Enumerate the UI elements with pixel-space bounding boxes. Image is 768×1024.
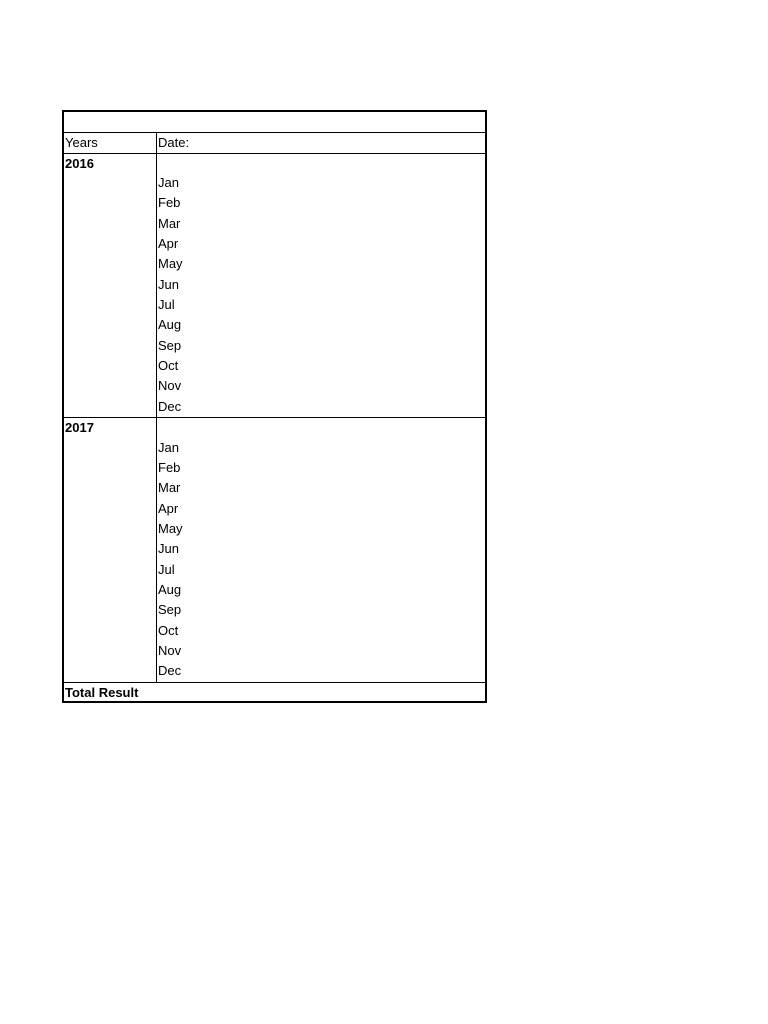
month-year-blank — [64, 539, 157, 559]
pivot-table — [62, 110, 487, 703]
month-label: Aug — [158, 317, 182, 333]
month-row — [64, 315, 485, 335]
month-row — [64, 600, 485, 620]
month-year-blank — [64, 621, 157, 641]
table-title — [64, 112, 157, 132]
month-label: Nov — [158, 378, 182, 394]
year-groups — [64, 153, 485, 682]
month-label: Feb — [158, 459, 181, 475]
month-year-blank — [64, 560, 157, 580]
month-year-blank — [64, 397, 157, 417]
month-year-blank — [64, 499, 157, 519]
month-year-blank — [64, 173, 157, 193]
month-label: Apr — [158, 500, 179, 516]
month-year-blank — [64, 438, 157, 458]
month-year-blank — [64, 234, 157, 254]
month-label: Dec — [158, 663, 182, 679]
month-row — [64, 519, 485, 539]
month-row — [64, 173, 485, 193]
month-label: Feb — [158, 195, 181, 211]
year-label: 2016 — [64, 154, 157, 173]
month-row — [64, 214, 485, 234]
month-year-blank — [64, 600, 157, 620]
month-year-blank — [64, 315, 157, 335]
month-row — [64, 621, 485, 641]
month-label: Jul — [158, 561, 175, 577]
year-label: 2017 — [64, 418, 157, 437]
month-label: Mar — [158, 480, 181, 496]
month-row — [64, 478, 485, 498]
month-year-blank — [64, 580, 157, 600]
month-label: May — [158, 256, 183, 272]
month-label: Oct — [158, 622, 179, 638]
header-row — [64, 132, 485, 152]
month-year-blank — [64, 254, 157, 274]
month-row — [64, 254, 485, 274]
month-label: Dec — [158, 398, 182, 414]
month-year-blank — [64, 193, 157, 213]
month-label: Nov — [158, 642, 182, 658]
month-label: Sep — [158, 337, 182, 353]
years-header: Years — [64, 133, 157, 152]
month-year-blank — [64, 661, 157, 681]
year-row — [64, 417, 485, 437]
month-row — [64, 193, 485, 213]
month-label: Aug — [158, 581, 182, 597]
month-year-blank — [64, 295, 157, 315]
month-year-blank — [64, 519, 157, 539]
month-label: Jun — [158, 541, 179, 557]
month-year-blank — [64, 214, 157, 234]
year-date-blank — [157, 154, 485, 173]
month-year-blank — [64, 478, 157, 498]
month-row — [64, 295, 485, 315]
month-row — [64, 336, 485, 356]
month-row — [64, 397, 485, 417]
month-row — [64, 560, 485, 580]
month-label: Oct — [158, 358, 179, 374]
total-row — [64, 682, 485, 701]
month-year-blank — [64, 356, 157, 376]
month-row — [64, 499, 485, 519]
table-title-row — [64, 112, 485, 132]
month-row — [64, 458, 485, 478]
table-title-blank — [157, 112, 485, 132]
month-row — [64, 661, 485, 681]
month-label: Apr — [158, 236, 179, 252]
month-label: Jul — [158, 297, 175, 313]
month-label: Sep — [158, 602, 182, 618]
month-row — [64, 376, 485, 396]
month-row — [64, 539, 485, 559]
month-label: Jan — [158, 439, 179, 455]
month-year-blank — [64, 336, 157, 356]
month-row — [64, 234, 485, 254]
month-label: Jun — [158, 276, 179, 292]
total-result-label: Total Result — [65, 684, 139, 700]
month-label: Jan — [158, 175, 179, 191]
month-label: May — [158, 520, 183, 536]
date-header: Date: — [158, 135, 190, 151]
month-row — [64, 438, 485, 458]
month-year-blank — [64, 641, 157, 661]
month-year-blank — [64, 376, 157, 396]
year-row — [64, 153, 485, 173]
month-row — [64, 580, 485, 600]
year-date-blank — [157, 418, 485, 437]
month-year-blank — [64, 275, 157, 295]
month-row — [64, 356, 485, 376]
month-label: Mar — [158, 215, 181, 231]
total-result-value — [157, 683, 485, 701]
month-year-blank — [64, 458, 157, 478]
month-row — [64, 641, 485, 661]
month-row — [64, 275, 485, 295]
